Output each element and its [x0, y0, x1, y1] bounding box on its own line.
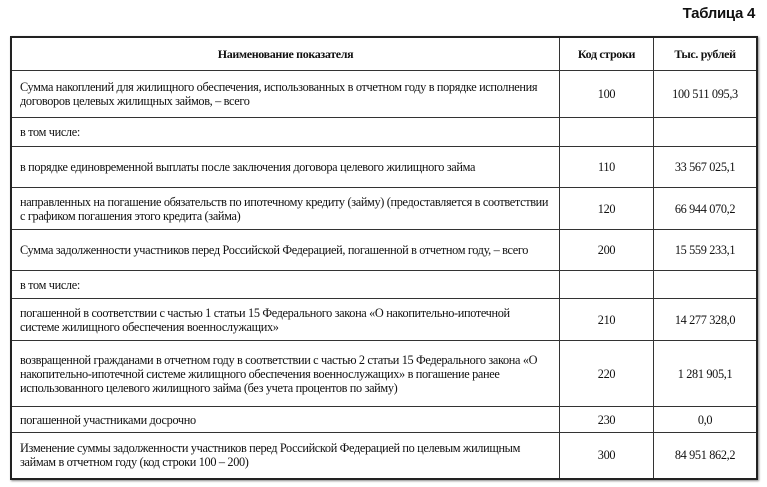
row-code: 120 — [560, 188, 654, 230]
row-code — [560, 271, 654, 299]
row-name: возвращенной гражданами в отчетном году в соответствии с частью 2 статьи 15 Федерального закона «О накопительно-ипотечной системе жилищного обеспечения военнослужащих» в погашение ранее использованного целевого жилищного займа (без учета процентов по займу) — [11, 341, 560, 407]
table-row — [11, 299, 757, 341]
header-value: Тыс. рублей — [654, 37, 758, 71]
row-code: 300 — [560, 433, 654, 479]
row-code: 210 — [560, 299, 654, 341]
table-row — [11, 188, 757, 230]
row-code: 200 — [560, 230, 654, 271]
row-name: погашенной в соответствии с частью 1 статьи 15 Федерального закона «О накопительно-ипотечной системе жилищного обеспечения военнослужащих» — [11, 299, 560, 341]
table-title: Таблица 4 — [682, 5, 755, 22]
table-row — [11, 341, 757, 407]
row-name: Изменение суммы задолженности участников перед Российской Федерацией по целевым жилищным займам в отчетном году (код строки 100 – 200) — [11, 433, 560, 479]
row-code — [560, 118, 654, 147]
row-value: 33 567 025,1 — [654, 147, 758, 188]
row-name: в порядке единовременной выплаты после заключения договора целевого жилищного займа — [11, 147, 560, 188]
table-header — [11, 37, 757, 71]
row-value: 84 951 862,2 — [654, 433, 758, 479]
row-name: Сумма задолженности участников перед Российской Федерацией, погашенной в отчетном году, – всего — [11, 230, 560, 271]
data-table — [10, 36, 758, 480]
table-row — [11, 230, 757, 271]
row-code: 220 — [560, 341, 654, 407]
header-code: Код строки — [560, 37, 654, 71]
table-row — [11, 407, 757, 433]
row-value: 1 281 905,1 — [654, 341, 758, 407]
table-row — [11, 147, 757, 188]
row-value: 66 944 070,2 — [654, 188, 758, 230]
row-code: 110 — [560, 147, 654, 188]
row-value: 14 277 328,0 — [654, 299, 758, 341]
table-row — [11, 71, 757, 118]
row-code: 230 — [560, 407, 654, 433]
header-name: Наименование показателя — [11, 37, 560, 71]
row-name: в том числе: — [11, 118, 560, 147]
row-value: 0,0 — [654, 407, 758, 433]
row-code: 100 — [560, 71, 654, 118]
table-row — [11, 433, 757, 479]
table-row — [11, 118, 757, 147]
row-value: 15 559 233,1 — [654, 230, 758, 271]
row-name: Сумма накоплений для жилищного обеспечения, использованных в отчетном году в порядке исполнения договоров целевых жилищных займов, – всего — [11, 71, 560, 118]
row-name: в том числе: — [11, 271, 560, 299]
row-name: погашенной участниками досрочно — [11, 407, 560, 433]
row-value: 100 511 095,3 — [654, 71, 758, 118]
table-row — [11, 271, 757, 299]
row-value — [654, 271, 758, 299]
row-name: направленных на погашение обязательств по ипотечному кредиту (займу) (предоставляется в соответствии с графиком погашения этого кредита (займа) — [11, 188, 560, 230]
row-value — [654, 118, 758, 147]
